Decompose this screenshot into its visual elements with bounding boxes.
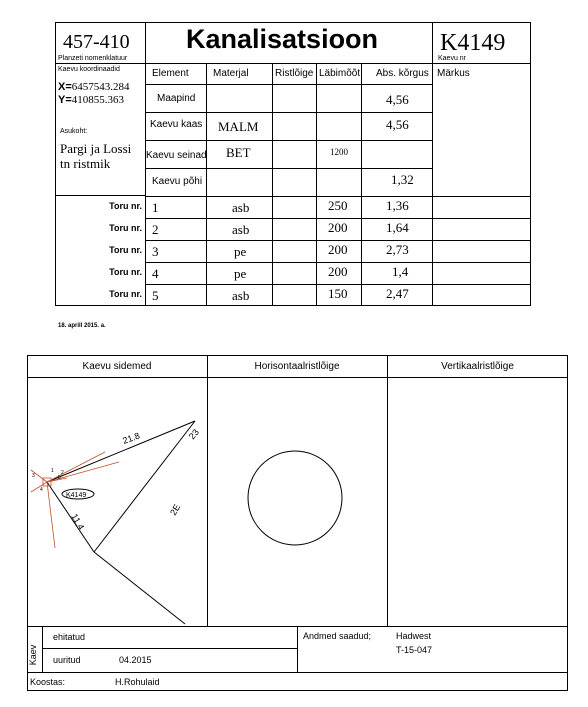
coord-y-label: Y= <box>58 94 72 106</box>
sheet-number: 457-410 <box>63 31 130 53</box>
location-caption: Asukoht: <box>60 128 88 135</box>
well-links-sketch <box>27 378 207 626</box>
col-header-diameter: Läbimõõt <box>319 68 361 79</box>
divider <box>145 168 432 169</box>
well-id: K4149 <box>440 30 506 56</box>
element-material: MALM <box>218 119 259 134</box>
element-material: BET <box>226 145 251 160</box>
col-header-material: Materjal <box>213 68 249 79</box>
dim-23: 23 <box>186 427 201 442</box>
element-name: Kaevu kaas <box>150 119 203 130</box>
pipe-diameter: 200 <box>328 242 348 257</box>
divider <box>145 196 531 197</box>
date-note: 18. aprill 2015. a. <box>58 323 106 329</box>
page-title: Kanalisatsioon <box>186 24 379 54</box>
element-name: Maapind <box>157 93 196 104</box>
divider <box>272 63 273 306</box>
horizontal-section <box>207 378 387 626</box>
pipe-num: 5 <box>58 475 61 481</box>
built-label: ehitatud <box>53 632 86 642</box>
pipe-nr: 2 <box>152 222 159 237</box>
surveyed-date: 04.2015 <box>119 655 152 665</box>
col-header-abs-height: Abs. kõrgus <box>376 68 429 79</box>
pipe-nr: 4 <box>152 266 159 281</box>
pipe-label: Toru nr. <box>109 289 142 299</box>
pipe-material: asb <box>232 200 250 215</box>
well-id-caption: Kaevu nr <box>438 55 467 62</box>
element-abs: 4,56 <box>386 92 409 107</box>
compiled-by: H.Rohulaid <box>115 677 160 687</box>
pipe-abs: 1,36 <box>386 198 409 213</box>
pipe-num: 4 <box>40 487 43 493</box>
pipe-num: 1 <box>51 468 54 474</box>
pipe-num: 2 <box>61 470 64 476</box>
pipe-abs: 2,73 <box>386 242 409 257</box>
coords-caption: Kaevu koordinaadid <box>58 66 120 73</box>
dim-2e: 2E <box>168 502 183 517</box>
element-diameter: 1200 <box>330 147 348 157</box>
element-name: Kaevu põhi <box>152 176 203 187</box>
divider <box>361 63 362 306</box>
divider <box>432 196 433 306</box>
side-label: Kaev <box>28 644 38 666</box>
well-circle <box>248 451 342 545</box>
element-abs: 1,32 <box>391 172 414 187</box>
well-card <box>55 22 531 306</box>
divider <box>55 63 531 64</box>
pipe-diameter: 200 <box>328 220 348 235</box>
element-abs: 4,56 <box>386 117 409 132</box>
divider <box>145 262 531 263</box>
divider <box>55 195 145 196</box>
divider <box>42 648 297 649</box>
coord-y-value: 410855.363 <box>71 94 125 106</box>
pipe-diameter: 250 <box>328 198 348 213</box>
pipe-num: 3 <box>32 473 35 479</box>
divider <box>432 22 433 196</box>
pipe-material: pe <box>234 266 247 281</box>
data-from-company: Hadwest <box>396 631 432 641</box>
coord-x <box>58 81 130 93</box>
pipe-label: Toru nr. <box>109 201 142 211</box>
col-title-horizontal: Horisontaalristlõige <box>254 361 340 372</box>
divider <box>316 63 317 306</box>
location-line1: Pargi ja Lossi <box>60 141 132 156</box>
data-from-label: Andmed saadud; <box>303 631 372 641</box>
pipe-label: Toru nr. <box>109 245 142 255</box>
pipe-diameter: 200 <box>328 264 348 279</box>
pipe-label: Toru nr. <box>109 223 142 233</box>
divider <box>145 240 531 241</box>
well-label: K4149 <box>66 492 87 499</box>
divider <box>145 284 531 285</box>
coord-y <box>58 94 124 106</box>
ref-line-21-8 <box>47 421 195 482</box>
pipe-abs: 2,47 <box>386 286 409 301</box>
data-from-code: T-15-047 <box>396 645 433 655</box>
divider <box>145 112 432 113</box>
coord-x-value: 6457543.284 <box>71 81 130 93</box>
divider <box>297 626 298 672</box>
divider <box>145 22 146 306</box>
divider <box>206 63 207 306</box>
location-line2: tn ristmik <box>60 156 111 171</box>
dim-11-4: 11.4 <box>69 512 87 532</box>
pipe-material: asb <box>232 222 250 237</box>
divider <box>145 218 531 219</box>
sheet-number-caption: Planzeti nomenklatuur <box>58 55 128 62</box>
ref-line-lower <box>94 552 185 624</box>
divider <box>42 626 43 672</box>
compiled-label: Koostas: <box>30 677 66 687</box>
surveyed-label: uuritud <box>53 655 81 665</box>
col-title-links: Kaevu sidemed <box>82 361 152 372</box>
pipe-abs: 1,64 <box>386 220 409 235</box>
pipe-material: asb <box>232 288 250 303</box>
dim-21-8: 21.8 <box>121 430 142 446</box>
col-header-remarks: Märkus <box>437 68 470 79</box>
pipe-abs: 1,4 <box>392 264 409 279</box>
divider <box>387 355 388 626</box>
col-header-cross-section: Ristlõige <box>275 68 314 79</box>
coord-x-label: X= <box>58 81 72 93</box>
pipe-material: pe <box>234 244 247 259</box>
pipe-nr: 5 <box>152 288 159 303</box>
pipe-label: Toru nr. <box>109 267 142 277</box>
divider <box>27 672 568 673</box>
element-name: Kaevu seinad <box>146 150 207 161</box>
ref-line-23 <box>94 421 195 552</box>
divider <box>145 84 432 85</box>
pipe-diameter: 150 <box>328 286 348 301</box>
pipe-nr: 3 <box>152 244 159 259</box>
divider <box>145 140 432 141</box>
col-header-element: Element <box>152 68 189 79</box>
pipe-nr: 1 <box>152 200 159 215</box>
col-title-vertical: Vertikaalristlõige <box>441 361 514 372</box>
